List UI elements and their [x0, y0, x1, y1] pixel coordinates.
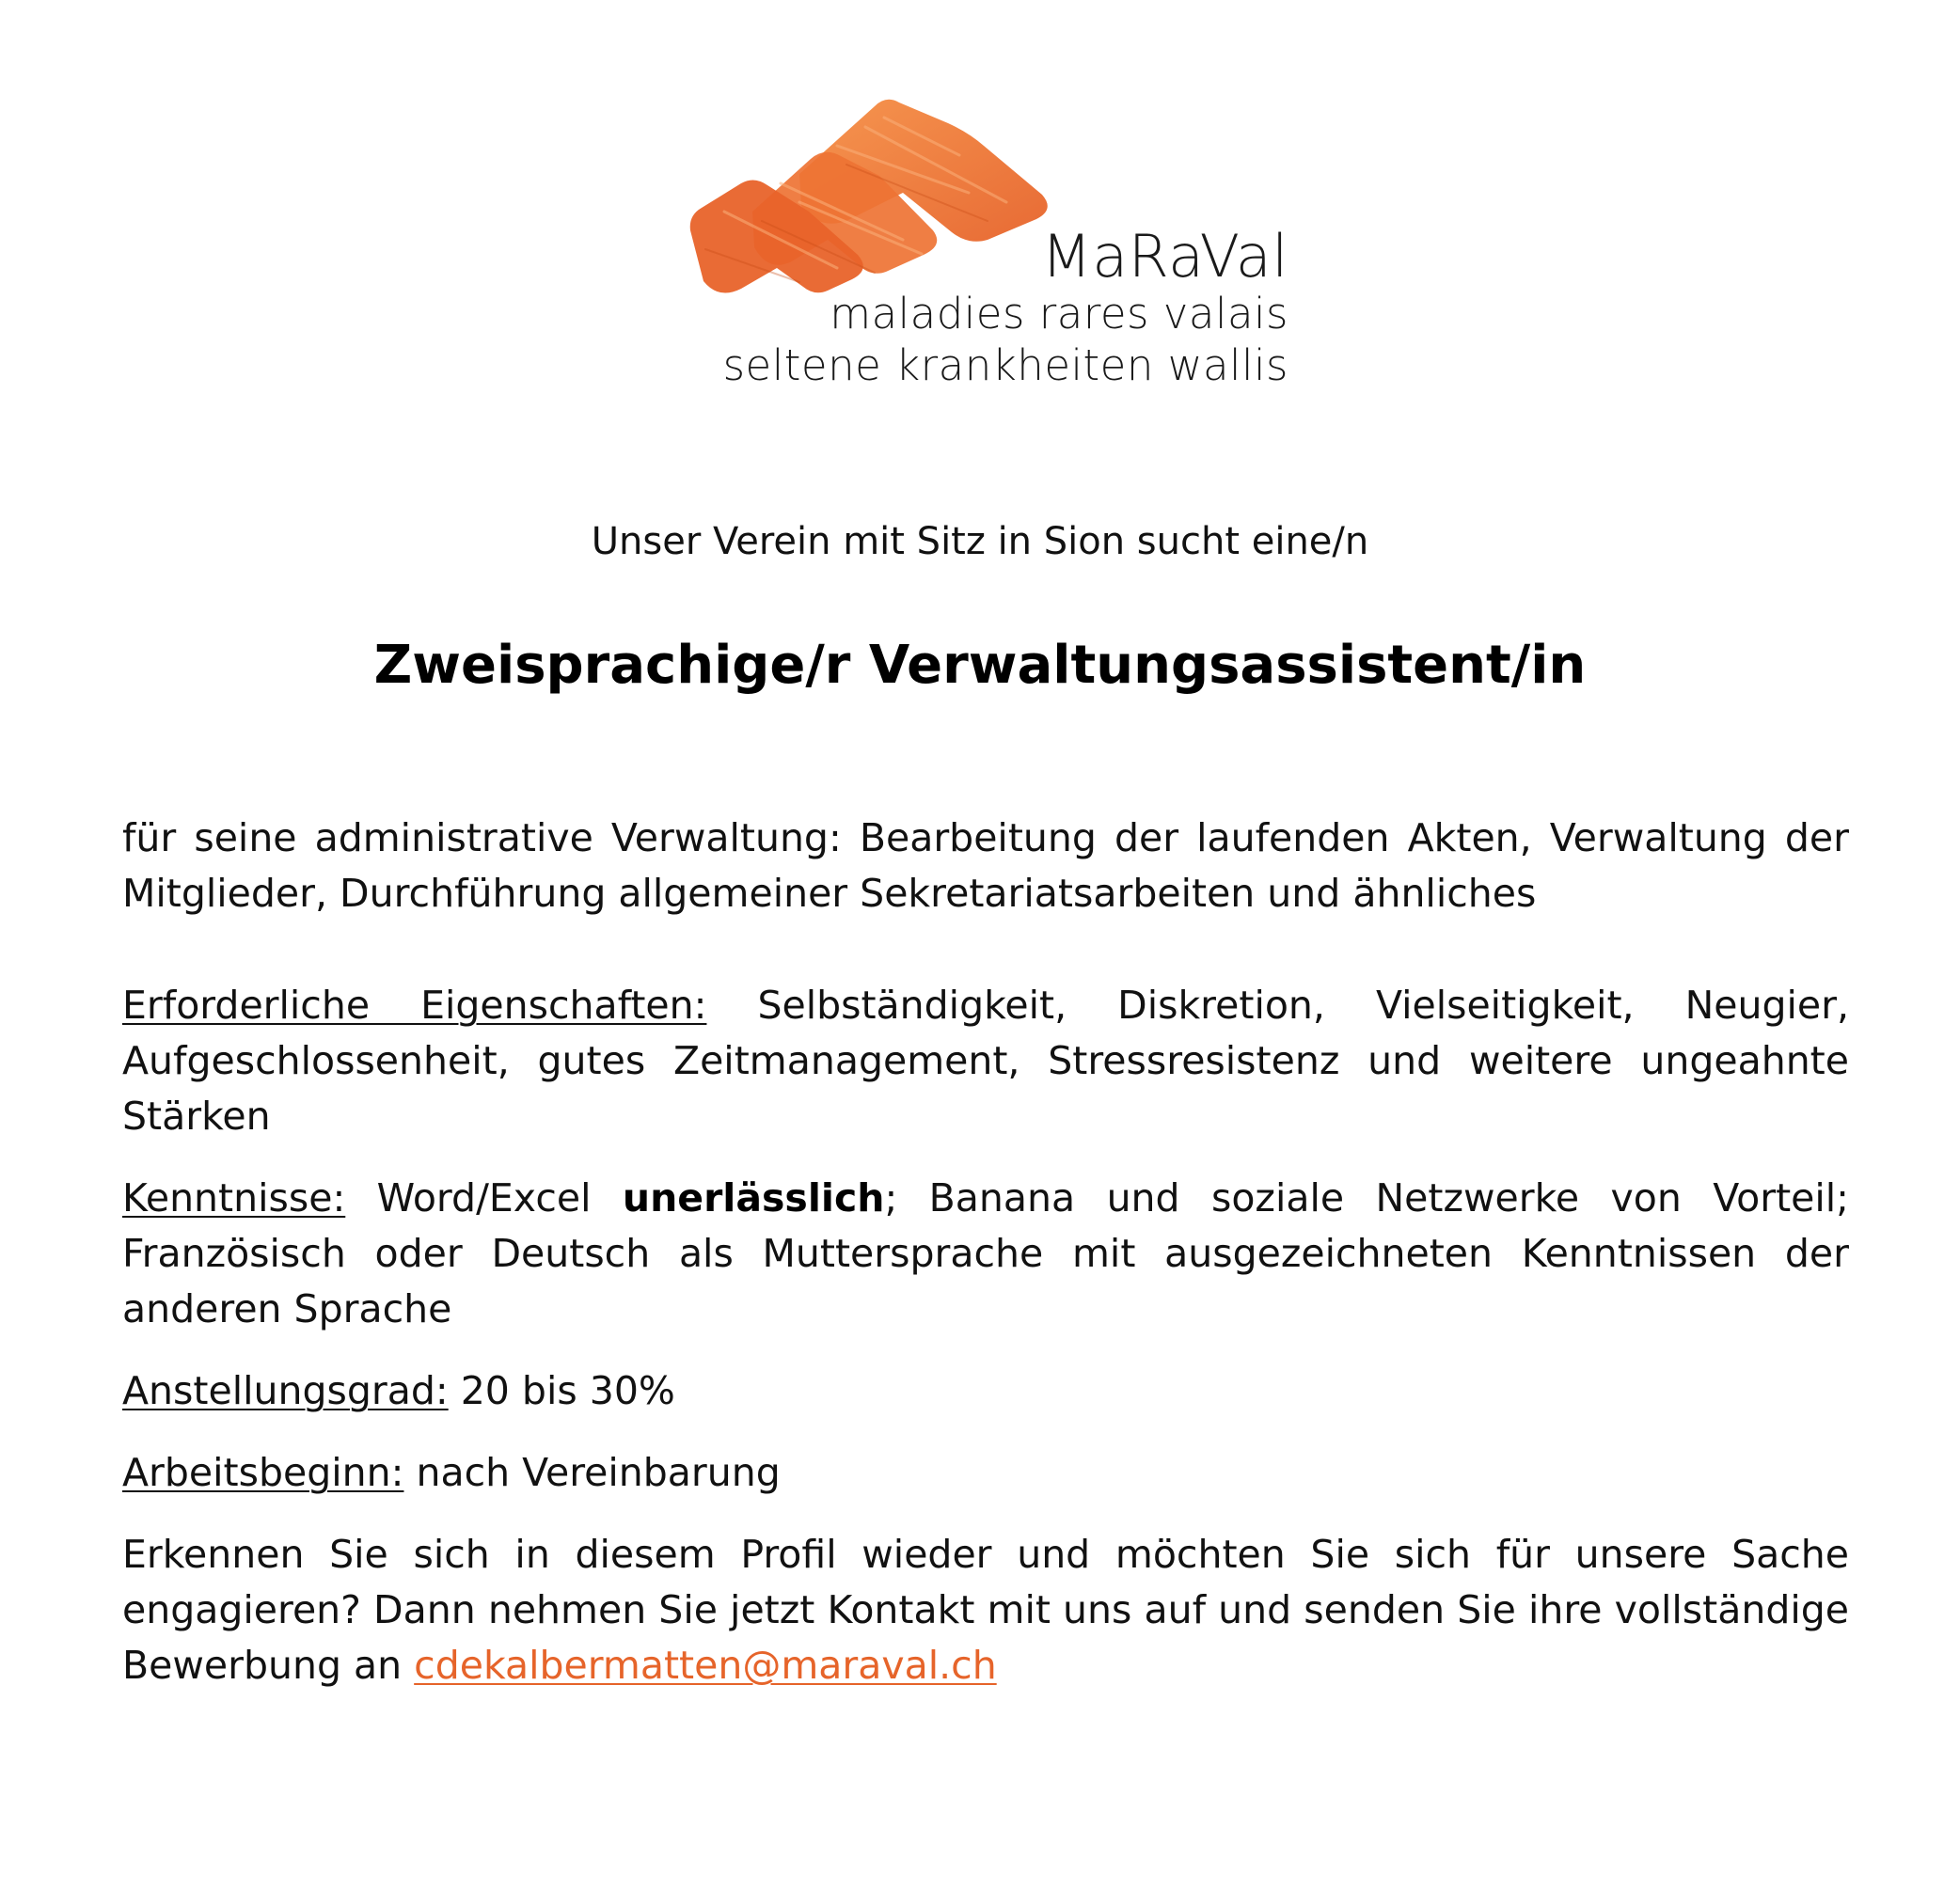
- contact-email-link[interactable]: cdekalbermatten@maraval.ch: [414, 1643, 997, 1688]
- intro-line: Unser Verein mit Sitz in Sion sucht eine/n: [591, 520, 1369, 563]
- job-title: Zweisprachige/r Verwaltungsassistent/in: [373, 635, 1587, 696]
- job-description: [122, 811, 1849, 1693]
- knowledge-text-before: Word/Excel: [345, 1175, 623, 1221]
- start-date-paragraph: [122, 1445, 1849, 1501]
- closing-paragraph: [122, 1527, 1849, 1693]
- logo-text: [722, 222, 1288, 391]
- duties-paragraph: für seine administrative Verwaltung: Bearbeitung der laufenden Akten, Verwaltung der Mitglieder, Durchführung allgemeiner Sekretariatsarbeiten und ähnliches: [122, 815, 1849, 916]
- employment-rate-value: 20 bis 30%: [448, 1368, 675, 1413]
- logo-tagline-de: seltene krankheiten wallis: [722, 340, 1288, 390]
- start-date-value: nach Vereinbarung: [403, 1450, 781, 1495]
- maraval-logo: [687, 89, 1288, 400]
- employment-rate-label: Anstellungsgrad:: [122, 1368, 449, 1413]
- logo-tagline-fr: maladies rares valais: [830, 289, 1288, 339]
- knowledge-paragraph: [122, 1171, 1849, 1337]
- employment-rate-paragraph: [122, 1363, 1849, 1419]
- requirements-paragraph: [122, 978, 1849, 1144]
- knowledge-emphasis: unerlässlich: [622, 1175, 885, 1221]
- logo-name: MaRaVal: [1041, 222, 1288, 291]
- start-date-label: Arbeitsbeginn:: [122, 1450, 404, 1495]
- knowledge-label: Kenntnisse:: [122, 1175, 346, 1221]
- requirements-label: Erforderliche Eigenschaften:: [122, 983, 707, 1028]
- requirements-text: Selbständigkeit, Diskretion, Vielseitigkeit, Neugier, Aufgeschlossenheit, gutes Zeitmanagement, Stressresistenz und weitere ungeahnte Stärken: [122, 983, 1849, 1139]
- closing-text: Erkennen Sie sich in diesem Profil wieder und möchten Sie sich für unsere Sache engagieren? Dann nehmen Sie jetzt Kontakt mit uns auf und senden Sie ihre vollständige Bewerbung an: [122, 1532, 1849, 1688]
- knowledge-text-after: ; Banana und soziale Netzwerke von Vorteil; Französisch oder Deutsch als Muttersprache mit ausgezeichneten Kenntnissen der anderen Sprache: [122, 1175, 1849, 1331]
